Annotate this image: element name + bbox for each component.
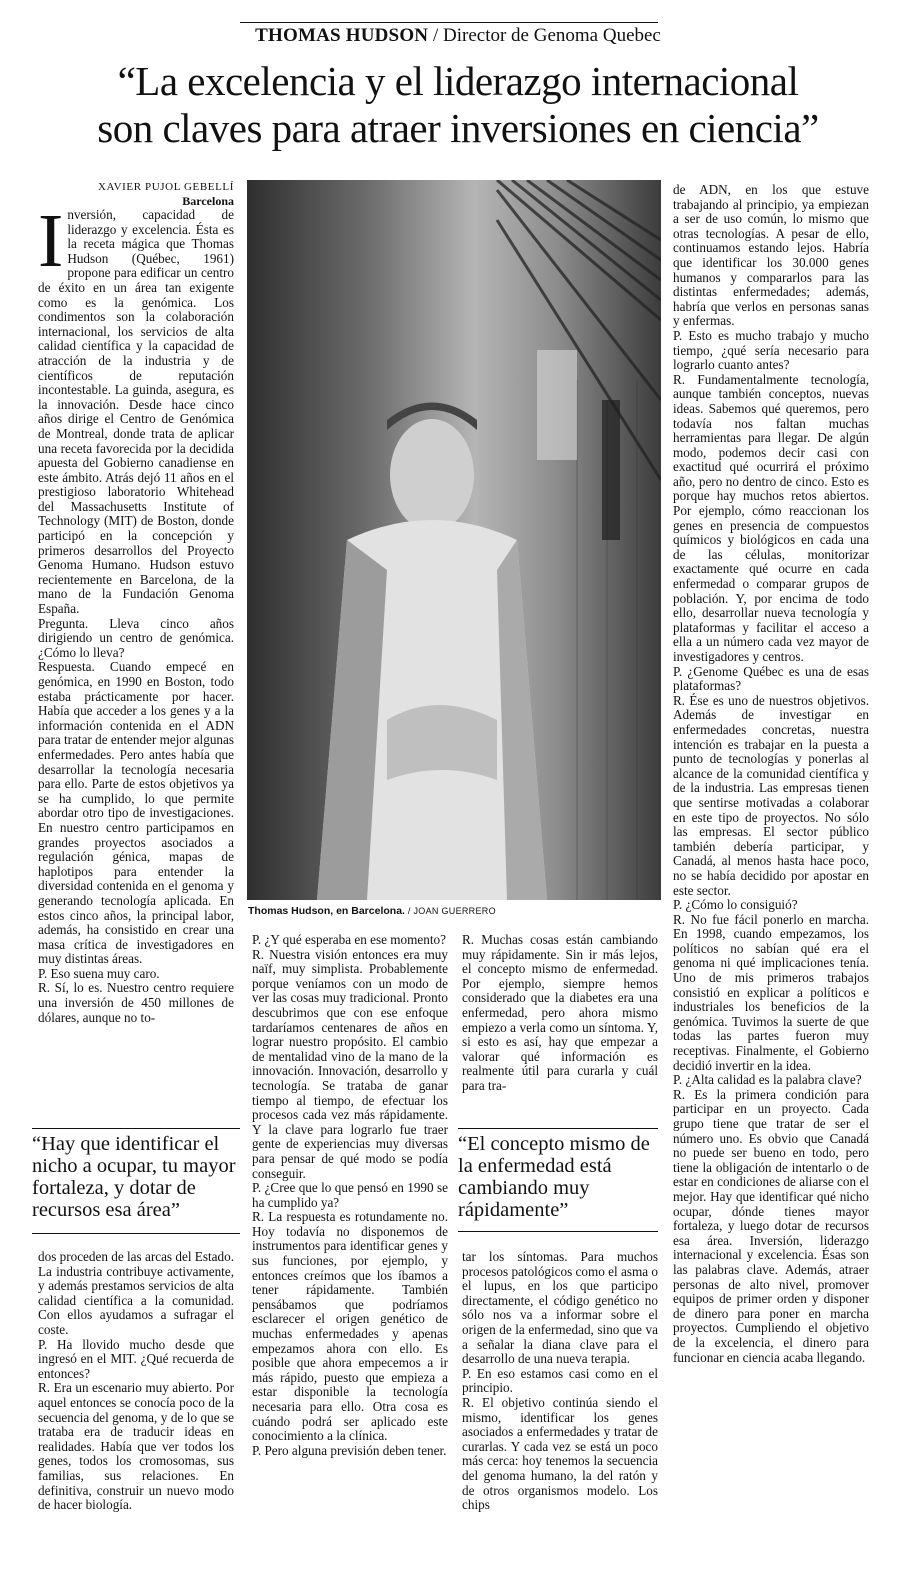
photo-credit: / JOAN GUERRERO [407, 906, 496, 916]
question: P. En eso estamos casi como en el principio. [462, 1365, 658, 1396]
question: P. Esto es mucho trabajo y mucho tiempo, ¿qué sería necesario para lograrlo cuanto antes? [673, 327, 869, 373]
answer: R. La respuesta es rotundamente no. Hoy todavía no disponemos de instrumentos para identificar genes y sus funciones, por ejemplo, y entonces creímos que los íbamos a tener rápidamente. También pensábamos que podríamos esclarecer el origen genético de muchas enfermedades y apenas empezamos ahora con ello. Es posible que ahora empecemos a ir más rápido, puesto que empieza a estar disponible la tecnología necesaria para ello. Otra cosa es cuándo podrá ser aplicado este conocimiento a la clínica. [252, 1209, 448, 1444]
question: Pregunta. Lleva cinco años dirigiendo un centro de genómica. ¿Cómo lo lleva? [38, 615, 234, 660]
answer: Respuesta. Cuando empecé en genómica, en 1990 en Boston, todo estaba prácticamente por hacer. Había que acceder a los genes y a la información contenida en el ADN para tratar de entender mejor algunas enfermedades. Pero antes había que desarrollar la tecnología necesaria para ello. Parte de estos objetivos ya se ha cumplido, lo que permite abordar otro tipo de investigaciones. En nuestro centro participamos en grandes proyectos asociados a regulación génica, mapas de haplotipos para entender la diversidad contenida en el genoma y generando tecnología aplicada. En estos cinco años, la principal labor, además, ha consistido en crear una masa crítica de investigadores en muy distintas áreas. [38, 659, 234, 967]
answer: R. Fundamentalmente tecnología, aunque también conceptos, nuevas ideas. Sabemos qué queremos, pero todavía nos faltan muchas herramientas para llegar. De algún modo, podemos decir casi con exactitud qué ocurrirá el próximo año, pero no dentro de cinco. Esto es porque hay muchos retos abiertos. Por ejemplo, cómo reaccionan los genes en presencia de compuestos químicos y biológicos en cada una de las células, monitorizar exactamente qué ocurre en cada enfermedad o comparar grupos de población. Y, por encima de todo ello, desarrollar nueva tecnología y plataformas y facilitar el acceso a ella a un número cada vez mayor de investigadores y centros. [673, 371, 869, 664]
question: P. Ha llovido mucho desde que ingresó en el MIT. ¿Qué recuerda de entonces? [38, 1336, 234, 1381]
byline-author: XAVIER PUJOL GEBELLÍ [97, 181, 234, 193]
intro-paragraph: nversión, capacidad de liderazgo y excelencia. Ésta es la receta mágica que Thomas Hudson (Québec, 1961) propone para edificar un centro de éxito en un área tan exigente como es la genómica. Los condimentos son la colaboración internacional, los servicios de alta calidad científica y la capacidad de atracción de la industria y de científicos de reputación incontestable. La guinda, asegura, es la innovación. Desde hace cinco años dirige el Centro de Genómica de Montreal, donde trata de aplicar una receta favorecida por la decidida apuesta del Gobierno canadiense en este ámbito. Atrás dejó 11 años en el prestigioso laboratorio Whitehead del Massachusetts Institute of Technology (MIT) de Boston, donde participó en la concepción y primeros desarrollos del Proyecto Genoma Humano. Hudson estuvo recientemente en Barcelona, de la mano de la Fundación Genoma España. [38, 207, 234, 617]
photo-caption [248, 905, 660, 917]
kicker-role: / Director de Genoma Quebec [432, 25, 661, 46]
column-4 [673, 183, 869, 1365]
pull-quote-1: “Hay que identificar el nicho a ocupar, tu mayor fortaleza, y dotar de recursos esa área” [32, 1128, 240, 1234]
answer-continued: tar los síntomas. Para muchos procesos patológicos como el asma o el lupus, en los que participo directamente, el código genético no sólo nos va a informar sobre el origen de la enfermedad, sino que va a señalar la diana clave para el desarrollo de una nueva terapia. [462, 1249, 658, 1367]
answer: R. Muchas cosas están cambiando muy rápidamente. Sin ir más lejos, el concepto mismo de enfermedad. Por ejemplo, siempre hemos considerado que la diabetes era una enfermedad, pero ahora mismo empiezo a verla como un síntoma. Y, si esto es así, hay que empezar a valorar qué información es realmente útil para curarla y cuál para tra- [462, 932, 658, 1093]
headline [24, 58, 892, 152]
headline-line-2: son claves para atraer inversiones en ciencia” [97, 105, 819, 151]
corridor-photo-illustration [247, 180, 661, 900]
column-1-bottom [38, 1250, 234, 1513]
answer: R. Es la primera condición para participar en un proyecto. Cada grupo tiene que tratar de ser el número uno. Es obvio que Canadá no puede ser bueno en todo, pero tiene la obligación de intentarlo o de estar en condiciones de aliarse con el mejor. Hay que identificar qué nicho ocupar, dónde tienes mayor fortaleza, y luego dotar de recursos esa área. Inversión, liderazgo internacional y excelencia. Ésas son las palabras clave. Además, atraer personas de alto nivel, promover equipos de primer orden y disponer de dinero para poner en marcha proyectos. Cumpliendo el objetivo de la excelencia, el dinero para funcionar en ciencia acaba llegando. [673, 1086, 869, 1365]
answer-continued: de ADN, en los que estuve trabajando al principio, ya empiezan a ser de uso común, lo mismo que otras tecnologías. A pesar de ello, continuamos estando lejos. Habría que identificar los 30.000 genes humanos y compararlos para las distintas enfermedades; además, habría que verlos en personas sanas y enfermas. [673, 182, 869, 329]
caption-text: Thomas Hudson, en Barcelona. [248, 905, 405, 917]
answer: R. Sí, lo es. Nuestro centro requiere una inversión de 450 millones de dólares, aunque no to- [38, 980, 234, 1025]
question: P. ¿Y qué esperaba en ese momento? [252, 932, 446, 947]
question: P. Eso suena muy caro. [38, 965, 160, 981]
question: P. ¿Genome Québec es una de esas plataformas? [673, 663, 869, 694]
column-3 [462, 933, 658, 1094]
answer: R. El objetivo continúa siendo el mismo, identificar los genes asociados a enfermedades y tratar de curarlas. Y cada vez se está un poco más cerca: hoy tenemos la secuencia del genoma humano, la del ratón y de otros organismos modelo. Los chips [462, 1394, 658, 1513]
portrait-photo [247, 180, 661, 900]
question: P. ¿Cómo lo consiguió? [673, 897, 798, 913]
answer: R. No fue fácil ponerlo en marcha. En 1998, cuando empezamos, los políticos no sabían qué era el genoma ni qué implicaciones tenía. Uno de mis primeros trabajos consistió en explicar a políticos e industriales los beneficios de la genómica. Tuvimos la suerte de que todas las partes fueron muy receptivas. Finalmente, el Gobierno decidió invertir en la idea. [673, 911, 869, 1073]
column-2 [252, 933, 448, 1458]
answer: R. Ése es uno de nuestros objetivos. Además de investigar en enfermedades concretas, nuestra intención es trabajar en la puesta a punto de tecnologías y ponerlas al alcance de la comunidad científica y de la industria. Las empresas tienen que sentirse motivadas a colaborar en este tipo de proyectos. No sólo las empresas. El sector público también debería participar, y Canadá, al menos hasta hace poco, no se había decidido por apostar en este sector. [673, 692, 869, 898]
question: P. ¿Cree que lo que pensó en 1990 se ha cumplido ya? [252, 1180, 448, 1210]
pull-quote-2: “El concepto mismo de la enfermedad está cambiando muy rápidamente” [458, 1128, 658, 1232]
question: P. Pero alguna previsión deben tener. [252, 1442, 447, 1458]
answer: R. Era un escenario muy abierto. Por aquel entonces se conocía poco de la secuencia del genoma, y de lo que se trataba era de traducir ideas en realidades. Había que ver todos los genes, todos los cromosomas, sus familias, sus relaciones. En definitiva, construir un nuevo modo de hacer biología. [38, 1380, 234, 1513]
column-3-bottom [462, 1250, 658, 1513]
kicker-name: THOMAS HUDSON [255, 25, 429, 46]
question: P. ¿Alta calidad es la palabra clave? [673, 1072, 862, 1088]
drop-cap: I [38, 199, 64, 283]
headline-line-1: “La excelencia y el liderazgo internacional [117, 58, 799, 104]
byline-city: Barcelona [182, 194, 234, 208]
answer-continued: dos proceden de las arcas del Estado. La industria contribuye activamente, y además prestamos servicios de alta calidad científica a la comunidad. Con ellos ayudamos a sufragar el coste. [38, 1249, 234, 1337]
kicker [0, 26, 916, 46]
kicker-rule [240, 22, 658, 23]
column-1 [38, 180, 234, 1025]
answer: R. Nuestra visión entonces era muy naïf, muy simplista. Probablemente porque veníamos con un modo de ver las cosas muy tradicional. Pronto descubrimos que con ese enfoque tardaríamos centenares de años en lograr nuestro propósito. El cambio de mentalidad vino de la mano de la innovación. Innovación, desarrollo y tecnología. Se trataba de ganar tiempo al tiempo, de efectuar los procesos cada vez más rápidamente. Y la clave para lograrlo fue traer gente de experiencias muy diversas para pensar de qué modo se podía conseguir. [252, 946, 448, 1181]
